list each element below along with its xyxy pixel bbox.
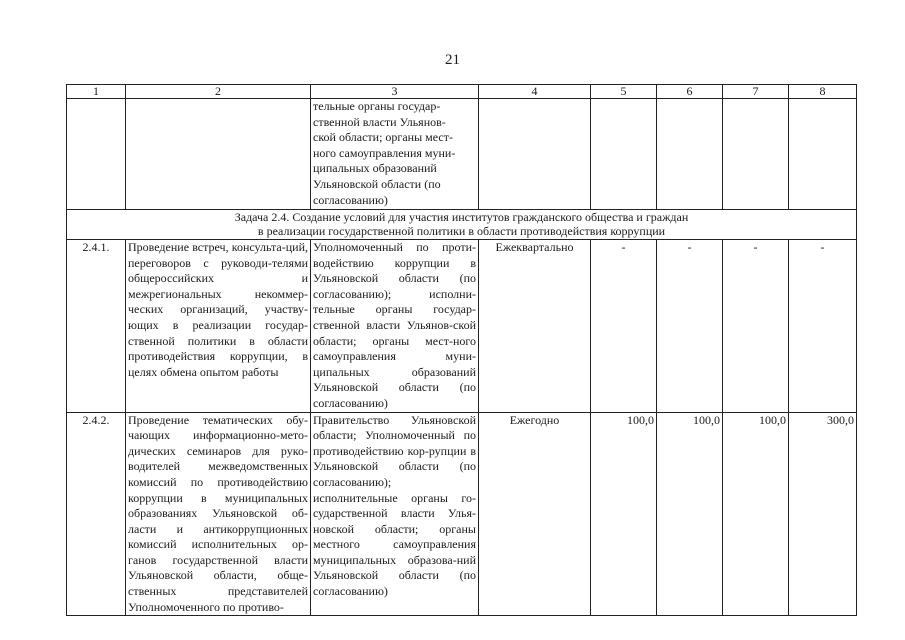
row-number: 2.4.1. <box>67 240 126 413</box>
activity-cell: Проведение тематических обу-чающих информационно-мето-дических семинаров для руко-водителей межведомственных комиссий по противодействию коррупции в муниципальных образованиях Ульяновской об-ласти и антикоррупционных комиссий исполнительных ор-ганов государственной власти Ульяновской области, обще-ственных представителей Уполномоченного по противо- <box>126 412 311 616</box>
text-line: согласованию) <box>313 192 388 207</box>
period-cell: Ежегодно <box>479 412 591 616</box>
value-col-5: - <box>591 240 657 413</box>
cell-empty <box>67 99 126 210</box>
text-line: Ульяновской области (по <box>313 176 441 191</box>
row-number: 2.4.2. <box>67 412 126 616</box>
period-cell: Ежеквартально <box>479 240 591 413</box>
executor-continuation <box>311 99 479 210</box>
value-col-6: 100,0 <box>657 412 723 616</box>
header-row <box>67 85 857 99</box>
activity-cell: Проведение встреч, консульта-ций, переговоров с руководи-телями общероссийских и межрегиональных некоммер-ческих организаций, участву-ющих в реализации государ-ственной политики в области противодействия коррупции, в целях обмена опытом работы <box>126 240 311 413</box>
header-col-1: 1 <box>67 85 126 99</box>
header-col-4: 4 <box>479 85 591 99</box>
header-col-5: 5 <box>591 85 657 99</box>
text-line: ственной власти Ульянов- <box>313 114 446 129</box>
value-col-5: 100,0 <box>591 412 657 616</box>
header-col-7: 7 <box>723 85 789 99</box>
text-line: тельные органы государ- <box>313 99 441 113</box>
continuation-row <box>67 99 857 210</box>
task-row <box>67 210 857 240</box>
cell-empty <box>126 99 311 210</box>
header-col-2: 2 <box>126 85 311 99</box>
value-col-8: - <box>789 240 857 413</box>
value-col-8: 300,0 <box>789 412 857 616</box>
value-col-7: 100,0 <box>723 412 789 616</box>
table-row <box>67 240 857 413</box>
text-line: ного самоуправления муни- <box>313 145 456 160</box>
text-line: ской области; органы мест- <box>313 130 453 145</box>
plan-table <box>66 84 857 616</box>
executor-cell: Уполномоченный по проти-водействию коррупции в Ульяновской области (по согласованию); исполни-тельные органы государ-ственной власти Ульянов-ской области; органы мест-ного самоуправления муни-ципальных образований Ульяновской области (по согласованию) <box>311 240 479 413</box>
executor-cell: Правительство Ульяновской области; Уполномоченный по противодействию кор-рупции в Ульяновской области (по согласованию); исполнительные органы го-сударственной власти Улья-новской области; органы местного самоуправления муниципальных образова-ний Ульяновской области (по согласованию) <box>311 412 479 616</box>
header-col-3: 3 <box>311 85 479 99</box>
cell-empty <box>591 99 657 210</box>
page-number: 21 <box>445 52 460 68</box>
cell-empty <box>479 99 591 210</box>
header-col-8: 8 <box>789 85 857 99</box>
value-col-7: - <box>723 240 789 413</box>
cell-empty <box>723 99 789 210</box>
cell-empty <box>789 99 857 210</box>
task-line-2: в реализации государственной политики в области противодействия коррупции <box>257 224 666 238</box>
header-col-6: 6 <box>657 85 723 99</box>
task-line-1: Задача 2.4. Создание условий для участия институтов гражданского общества и граждан <box>234 210 689 224</box>
cell-empty <box>657 99 723 210</box>
text-line: ципальных образований <box>313 161 437 176</box>
table-row <box>67 412 857 616</box>
value-col-6: - <box>657 240 723 413</box>
task-heading <box>67 210 857 240</box>
